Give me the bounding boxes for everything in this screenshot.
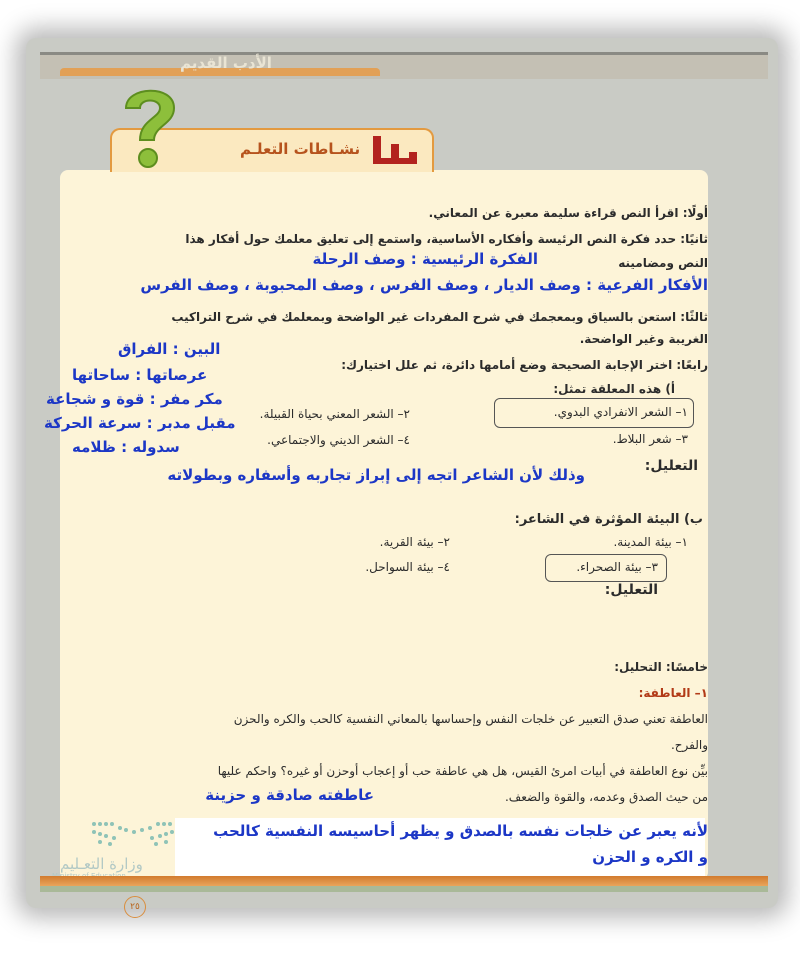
question-b-option-4: ٤– بيئة السواحل. <box>365 560 450 574</box>
vocab-3: مكر مفر : قوة و شجاعة <box>46 390 223 408</box>
vocab-4: مقبل مدبر : سرعة الحركة <box>44 414 236 432</box>
question-b-option-2: ٢– بيئة القرية. <box>379 535 450 549</box>
vocab-5: سدوله : ظلامه <box>72 438 180 456</box>
question-b-option-3: ٣– بيئة الصحراء. <box>576 560 658 574</box>
emotion-text-2: والفرح. <box>670 738 708 752</box>
answer-because-2: و الكره و الحزن <box>592 848 708 866</box>
answer-sub-ideas: الأفكار الفرعية : وصف الديار ، وصف الفرس ، وصف المحبوبة ، وصف الفرس <box>140 276 708 294</box>
page-number: ٢٥ <box>124 896 146 918</box>
emotion-title: ١– العاطفة: <box>638 686 708 700</box>
answer-emotion: عاطفته صادقة و حزينة <box>205 786 374 804</box>
instruction-2b: النص ومضامينه <box>618 256 708 270</box>
reason-label-a: التعليل: <box>644 458 698 474</box>
question-a-option-2: ٢– الشعر المعني بحياة القبيلة. <box>259 407 410 421</box>
emotion-text-4: من حيث الصدق وعدمه، والقوة والضعف. <box>504 790 708 804</box>
question-mark-icon <box>108 78 188 172</box>
emotion-text-1: العاطفة تعني صدق التعبير عن خلجات النفس وإحساسها بالمعاني النفسية كالحب والكره والحزن <box>233 712 708 726</box>
ministry-name: وزارة التعـليم <box>60 855 143 873</box>
question-a-option-1: ١– الشعر الانفرادي البدوي. <box>553 405 688 419</box>
question-a-option-4: ٤– الشعر الديني والاجتماعي. <box>267 433 410 447</box>
ministry-logo-icon <box>90 818 176 848</box>
activity-label: نشـاطات التعلـم <box>240 140 361 158</box>
instruction-1: أولًا: اقرأ النص قراءة سليمة معبرة عن المعاني. <box>428 206 708 220</box>
instruction-4: رابعًا: اختر الإجابة الصحيحة وضع أمامها دائرة، ثم علل اختيارك: <box>341 358 708 372</box>
question-b-option-1: ١– بيئة المدينة. <box>613 535 688 549</box>
section-title: الأدب القديم <box>180 54 272 72</box>
answer-because-1: لأنه يعبر عن خلجات نفسه بالصدق و يظهر أحاسيسه النفسية كالحب <box>213 822 708 840</box>
instruction-2: ثانيًا: حدد فكرة النص الرئيسة وأفكاره الأساسية، واستمع إلى تعليق معلمك حول أفكار هذا <box>185 232 708 246</box>
vocab-2: عرصاتها : ساحاتها <box>72 366 208 384</box>
bottom-band <box>40 876 768 886</box>
answer-main-idea: الفكرة الرئيسية : وصف الرحلة <box>312 250 538 268</box>
section-five-title: خامسًا: التحليل: <box>614 660 708 674</box>
activity-symbol-icon <box>365 130 425 170</box>
instruction-3b: الغريبة وغير الواضحة. <box>579 332 708 346</box>
instruction-3: ثالثًا: استعن بالسياق وبمعجمك في شرح المفردات غير الواضحة وبمعلمك في شرح التراكيب <box>171 310 708 324</box>
question-a-title: أ) هذه المعلقة تمثل: <box>553 382 675 396</box>
reason-label-b: التعليل: <box>604 582 658 598</box>
question-a-option-3: ٣– شعر البلاط. <box>612 432 688 446</box>
emotion-text-3: بيِّن نوع العاطفة في أبيات امرئ القيس، هل هي عاطفة حب أو إعجاب أوحزن أو غيره؟ واحكم عليها <box>217 764 708 778</box>
vocab-1: البين : الفراق <box>118 340 221 358</box>
question-b-title: ب) البيئة المؤثرة في الشاعر: <box>514 512 703 527</box>
bottom-band-strip <box>40 886 768 892</box>
answer-reason-a: وذلك لأن الشاعر اتجه إلى إبراز تجاربه وأسفاره وبطولاته <box>167 466 585 484</box>
